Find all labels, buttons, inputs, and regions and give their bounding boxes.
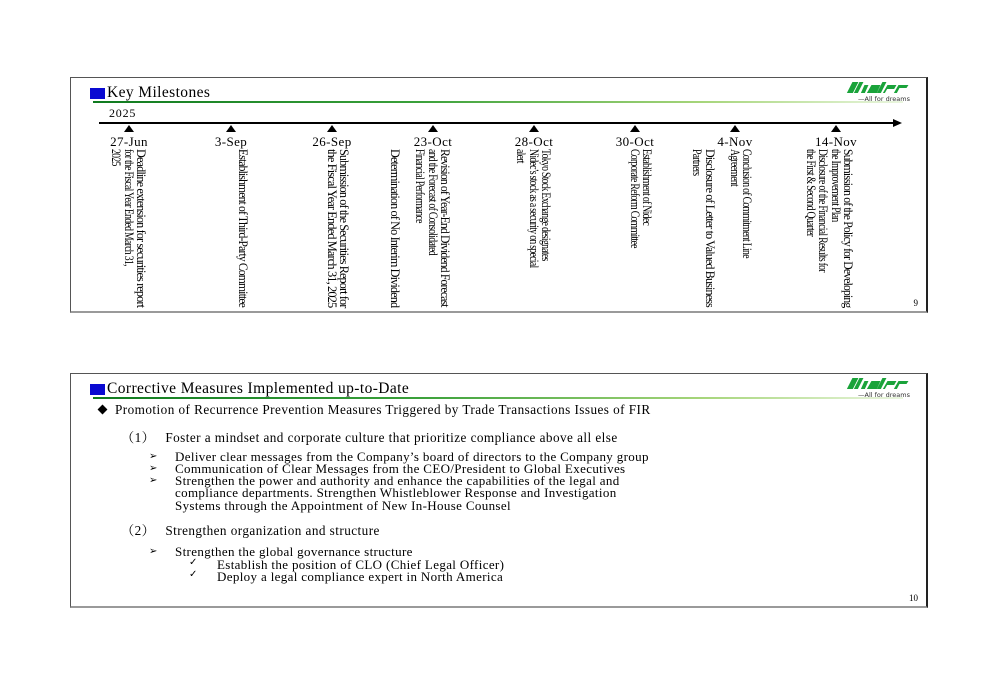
checkmark-icon: ✓ <box>189 557 198 568</box>
bullet-text: compliance departments. Strengthen Whistleblower Response and Investigation <box>175 485 617 501</box>
milestone-text-line <box>515 149 527 309</box>
milestone-text-line <box>237 149 249 309</box>
milestone-description <box>181 149 281 309</box>
milestone-text: Corporate Reform Committee <box>627 149 642 248</box>
milestone-text: 2025 <box>109 149 123 166</box>
slide-title: Key Milestones <box>107 84 211 101</box>
diamond-icon <box>98 405 108 415</box>
milestone-text-line <box>414 149 426 309</box>
logo-tagline: —All for dreams <box>858 391 910 399</box>
milestone-text-line <box>830 149 842 309</box>
arrowhead-icon: ➢ <box>149 546 158 557</box>
milestone-marker-icon <box>831 125 841 132</box>
milestone-text-line <box>729 149 741 309</box>
milestone-date: 4-Nov <box>717 134 753 149</box>
milestone <box>383 125 483 311</box>
milestone-text-line <box>842 149 854 309</box>
milestone-date: 23-Oct <box>413 134 453 149</box>
logo-wordmark-graphic <box>845 82 911 94</box>
milestone-text-line <box>389 149 401 309</box>
milestone-text: Deadline extension for securities report <box>134 149 148 308</box>
milestone-text: the First & Second Quarter <box>803 149 818 237</box>
slide-key-milestones <box>70 77 928 313</box>
milestone-text-line <box>641 149 653 309</box>
milestone-text: the Fiscal Year Ended March 31, 2025 <box>324 149 339 308</box>
milestone-text: Establishment of Nidec <box>640 149 654 226</box>
milestone <box>282 125 382 311</box>
nidec-logo <box>832 378 910 398</box>
milestone-text-line <box>427 149 439 309</box>
milestone-date: 3-Sep <box>214 134 248 149</box>
milestone-text: Determination of No Interim Dividend <box>388 149 402 308</box>
title-underline <box>93 101 903 103</box>
milestone-date: 14-Nov <box>814 134 858 149</box>
subsection-number: （1） <box>121 430 156 445</box>
milestone-description <box>685 149 785 309</box>
arrowhead-icon: ➢ <box>149 451 158 462</box>
milestone-text: Partners <box>690 149 704 176</box>
milestone-text: and the Forecast of Consolidated <box>425 149 440 255</box>
milestone <box>685 125 785 311</box>
title-square-icon <box>90 384 105 395</box>
milestone-marker-icon <box>529 125 539 132</box>
check-item <box>189 569 504 585</box>
subsection-title: Strengthen organization and structure <box>165 523 380 538</box>
milestone <box>585 125 685 311</box>
milestone-marker-icon <box>226 125 236 132</box>
milestone-text: Conclusion of Commitment Line <box>740 149 754 258</box>
milestone <box>181 125 281 311</box>
milestone-text: Submission of the Securities Report for <box>337 149 351 308</box>
milestone-description <box>484 149 584 309</box>
milestone-date: 27-Jun <box>110 134 148 149</box>
milestone <box>484 125 584 311</box>
milestone-text-line <box>691 149 703 309</box>
milestone-marker-icon <box>124 125 134 132</box>
logo-tagline: —All for dreams <box>858 95 910 103</box>
milestone-description <box>79 149 179 309</box>
milestone-date: 28-Oct <box>514 134 554 149</box>
milestone-text-line <box>629 149 641 309</box>
subsection-1 <box>121 427 618 446</box>
timeline-axis <box>99 122 895 124</box>
bullet-text: Strengthen the power and authority and enhance the capabilities of the legal and <box>175 473 620 488</box>
milestone-description <box>383 149 483 309</box>
milestone-text-line <box>716 149 728 309</box>
slide-corrective-measures <box>70 373 928 608</box>
subsection-title: Foster a mindset and corporate culture that prioritize compliance above all else <box>165 430 618 445</box>
milestone-text-line <box>528 149 540 309</box>
milestone-marker-icon <box>428 125 438 132</box>
timeline-arrow-icon <box>893 119 902 127</box>
slide-title-row <box>90 83 210 103</box>
milestone-text: alert <box>514 149 528 163</box>
milestone-text: Nidec’s stock as a security on special <box>526 149 541 268</box>
subsection-2 <box>121 520 380 539</box>
milestone-text-line <box>338 149 350 309</box>
milestone-text-line <box>741 149 753 309</box>
milestone-text: the Improvement Plan <box>828 149 843 222</box>
milestone-text-line <box>135 149 147 309</box>
page-number: 10 <box>909 593 918 603</box>
check-text: Deploy a legal compliance expert in North America <box>217 569 504 584</box>
milestone-marker-icon <box>630 125 640 132</box>
milestone <box>786 125 886 311</box>
milestone-marker-icon <box>730 125 740 132</box>
milestone-marker-icon <box>327 125 337 132</box>
check-text: Establish the position of CLO (Chief Legal Officer) <box>217 557 505 572</box>
section-heading <box>97 402 651 418</box>
bullet-text: Systems through the Appointment of New In-House Counsel <box>175 497 511 513</box>
milestone-date: 26-Sep <box>312 134 352 149</box>
milestone-text: Tokyo Stock Exchange designates <box>539 149 553 261</box>
section-heading-text: Promotion of Recurrence Prevention Measures Triggered by Trade Transactions Issues of FIR <box>115 402 651 417</box>
milestone-text-line <box>402 149 414 309</box>
title-square-icon <box>90 88 105 99</box>
milestone-text-line <box>326 149 338 309</box>
milestone-text-line <box>439 149 451 309</box>
milestone-text-line <box>817 149 829 309</box>
checkmark-icon: ✓ <box>189 569 198 580</box>
nidec-logo <box>832 82 910 102</box>
milestone-text-line <box>123 149 135 309</box>
title-underline <box>93 397 903 399</box>
milestone-text-line <box>110 149 122 309</box>
milestone-text: Submission of the Policy for Developing <box>841 149 855 308</box>
milestone-text-line <box>805 149 817 309</box>
slide-title-row <box>90 379 409 399</box>
milestone-date: 30-Oct <box>615 134 655 149</box>
slide-title: Corrective Measures Implemented up-to-Date <box>107 380 410 397</box>
milestone <box>79 125 179 311</box>
subsection-number: （2） <box>121 523 156 538</box>
milestone-text: Disclosure of the Financial Results for <box>816 149 830 272</box>
milestone-text-line <box>704 149 716 309</box>
milestone-description <box>585 149 685 309</box>
bullet-text: Deliver clear messages from the Company’s board of directors to the Company group <box>175 449 649 464</box>
arrowhead-icon: ➢ <box>149 463 158 474</box>
milestone-description <box>282 149 382 309</box>
milestone-text: for the Fiscal Year Ended March 31, <box>121 149 136 266</box>
milestone-text: Disclosure of Letter to Valued Business <box>702 149 717 307</box>
milestone-text: Financial Performance <box>413 149 427 223</box>
milestone-description <box>786 149 886 309</box>
logo-wordmark-graphic <box>845 378 911 390</box>
milestone-text: Agreement <box>727 149 742 187</box>
bullet-text: Strengthen the global governance structure <box>175 544 413 559</box>
milestone-text: Revision of Year-End Dividend Forecast <box>438 149 452 307</box>
arrowhead-icon: ➢ <box>149 475 158 486</box>
milestone-text: Establishment of Third-Party Committee <box>236 149 250 307</box>
bullet-item <box>149 473 620 513</box>
bullet-text: Communication of Clear Messages from the CEO/President to Global Executives <box>175 461 626 476</box>
timeline-year: 2025 <box>109 106 137 120</box>
milestone-text-line <box>540 149 552 309</box>
page-number: 9 <box>913 298 918 308</box>
